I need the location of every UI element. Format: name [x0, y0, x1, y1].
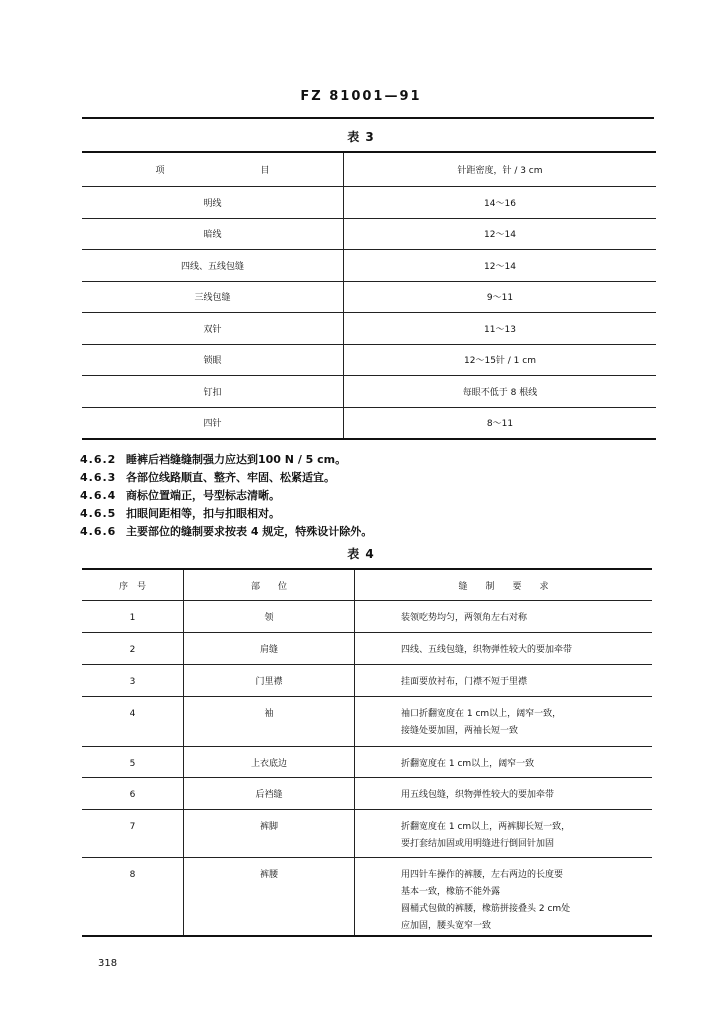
table3-header-row — [82, 152, 656, 187]
table4-col-no: 序 号 — [82, 569, 184, 601]
table4-row — [82, 747, 652, 778]
table3-item-cell: 暗线 — [82, 218, 344, 250]
table4-part-cell: 后裆缝 — [184, 778, 355, 810]
table3-item-cell: 双针 — [82, 313, 344, 345]
table3-value-cell: 每眼不低于 8 根线 — [344, 376, 657, 408]
table4-caption: 表 4 — [347, 547, 375, 561]
clause-text: 睡裤后裆缝缝制强力应达到100 N / 5 cm。 — [126, 453, 347, 466]
table4-part-cell: 门里襟 — [184, 665, 355, 697]
table3-item-cell: 三线包缝 — [82, 281, 344, 313]
requirement-line: 折翻宽度在 1 cm以上，两裤脚长短一致， — [401, 822, 571, 832]
table4-part-cell: 裤腰 — [184, 858, 355, 937]
table4-no-cell: 4 — [82, 697, 184, 747]
requirement-line: 接缝处要加固，两袖长短一致 — [401, 726, 519, 736]
requirement-line: 挂面要放衬布，门襟不短于里襟 — [401, 677, 528, 687]
table3-row — [82, 281, 656, 313]
table3-row — [82, 344, 656, 376]
table4-part-cell: 袖 — [184, 697, 355, 747]
table4-part-cell: 领 — [184, 601, 355, 633]
table3-stitch-density — [82, 151, 656, 440]
table4-part-cell: 裤脚 — [184, 810, 355, 858]
table4-row — [82, 601, 652, 633]
clause-item — [80, 505, 660, 523]
clause-list — [80, 451, 660, 541]
table4-row — [82, 633, 652, 665]
standard-number: FZ 81001—91 — [300, 89, 422, 104]
table4-requirement-cell — [355, 810, 653, 858]
table3-item-cell: 锁眼 — [82, 344, 344, 376]
requirement-line: 装领吃势均匀，两领角左右对称 — [401, 613, 528, 623]
requirement-line: 圆桶式包做的裤腰，橡筋拼接叠头 2 cm处 — [401, 904, 571, 914]
table3-value-cell: 11～13 — [344, 313, 657, 345]
requirement-line: 应加固，腰头宽窄一致 — [401, 921, 492, 931]
table3-row — [82, 250, 656, 282]
clause-number: 4.6.6 — [80, 525, 117, 538]
table4-row — [82, 810, 652, 858]
table4-requirement-cell — [355, 665, 653, 697]
clause-item — [80, 523, 660, 541]
table4-part-cell: 上衣底边 — [184, 747, 355, 778]
clause-number: 4.6.5 — [80, 507, 117, 520]
page-number: 318 — [98, 958, 118, 969]
table4-no-cell: 8 — [82, 858, 184, 937]
requirement-line: 袖口折翻宽度在 1 cm以上，阔窄一致， — [401, 709, 562, 719]
table4-requirement-cell — [355, 601, 653, 633]
clause-text: 各部位线路顺直、整齐、牢固、松紧适宜。 — [126, 471, 335, 484]
clause-item — [80, 451, 660, 469]
header-rule — [82, 117, 654, 119]
table4-no-cell: 2 — [82, 633, 184, 665]
table4-requirement-cell — [355, 633, 653, 665]
table3-row — [82, 187, 656, 219]
table3-value-cell: 9～11 — [344, 281, 657, 313]
table3-value-cell: 8～11 — [344, 407, 657, 439]
table4-row — [82, 665, 652, 697]
table4-no-cell: 7 — [82, 810, 184, 858]
requirement-line: 四线、五线包缝，织物弹性较大的要加牵带 — [401, 645, 573, 655]
table3-value-cell: 12～14 — [344, 218, 657, 250]
requirement-line: 折翻宽度在 1 cm以上，阔窄一致 — [401, 759, 535, 769]
table3-item-cell: 四针 — [82, 407, 344, 439]
table3-value-cell: 14～16 — [344, 187, 657, 219]
table4-requirement-cell — [355, 858, 653, 937]
table4-requirement-cell — [355, 778, 653, 810]
clause-text: 商标位置端正，号型标志清晰。 — [126, 489, 280, 502]
table3-caption: 表 3 — [347, 130, 375, 144]
requirement-line: 要打套结加固或用明缝进行倒回针加固 — [401, 839, 555, 849]
clause-number: 4.6.4 — [80, 489, 117, 502]
clause-item — [80, 469, 660, 487]
table4-col-requirement: 缝 制 要 求 — [355, 569, 653, 601]
table4-row — [82, 778, 652, 810]
table3-row — [82, 376, 656, 408]
table3-value-cell: 12～15针 / 1 cm — [344, 344, 657, 376]
table3-col-item: 项 目 — [82, 152, 344, 187]
table4-col-part: 部 位 — [184, 569, 355, 601]
clause-item — [80, 487, 660, 505]
table3-item-cell: 明线 — [82, 187, 344, 219]
table3-row — [82, 313, 656, 345]
requirement-line: 基本一致，橡筋不能外露 — [401, 887, 501, 897]
table3-value-cell: 12～14 — [344, 250, 657, 282]
table4-requirement-cell — [355, 697, 653, 747]
requirement-line: 用五线包缝，织物弹性较大的要加牵带 — [401, 790, 555, 800]
table4-no-cell: 1 — [82, 601, 184, 633]
clause-number: 4.6.3 — [80, 471, 117, 484]
table3-row — [82, 218, 656, 250]
table3-col-density: 针距密度，针 / 3 cm — [344, 152, 657, 187]
table4-row — [82, 697, 652, 747]
table4-no-cell: 3 — [82, 665, 184, 697]
table4-row — [82, 858, 652, 937]
clause-number: 4.6.2 — [80, 453, 117, 466]
table4-requirement-cell — [355, 747, 653, 778]
clause-text: 主要部位的缝制要求按表 4 规定，特殊设计除外。 — [126, 525, 373, 538]
table3-row — [82, 407, 656, 439]
table4-part-cell: 肩缝 — [184, 633, 355, 665]
table4-header-row — [82, 569, 652, 601]
requirement-line: 用四针车操作的裤腰，左右两边的长度要 — [401, 870, 564, 880]
clause-text: 扣眼间距相等，扣与扣眼相对。 — [126, 507, 280, 520]
table3-item-cell: 四线、五线包缝 — [82, 250, 344, 282]
table4-no-cell: 5 — [82, 747, 184, 778]
table4-no-cell: 6 — [82, 778, 184, 810]
table4-sewing-requirements — [82, 568, 652, 937]
table3-item-cell: 钉扣 — [82, 376, 344, 408]
